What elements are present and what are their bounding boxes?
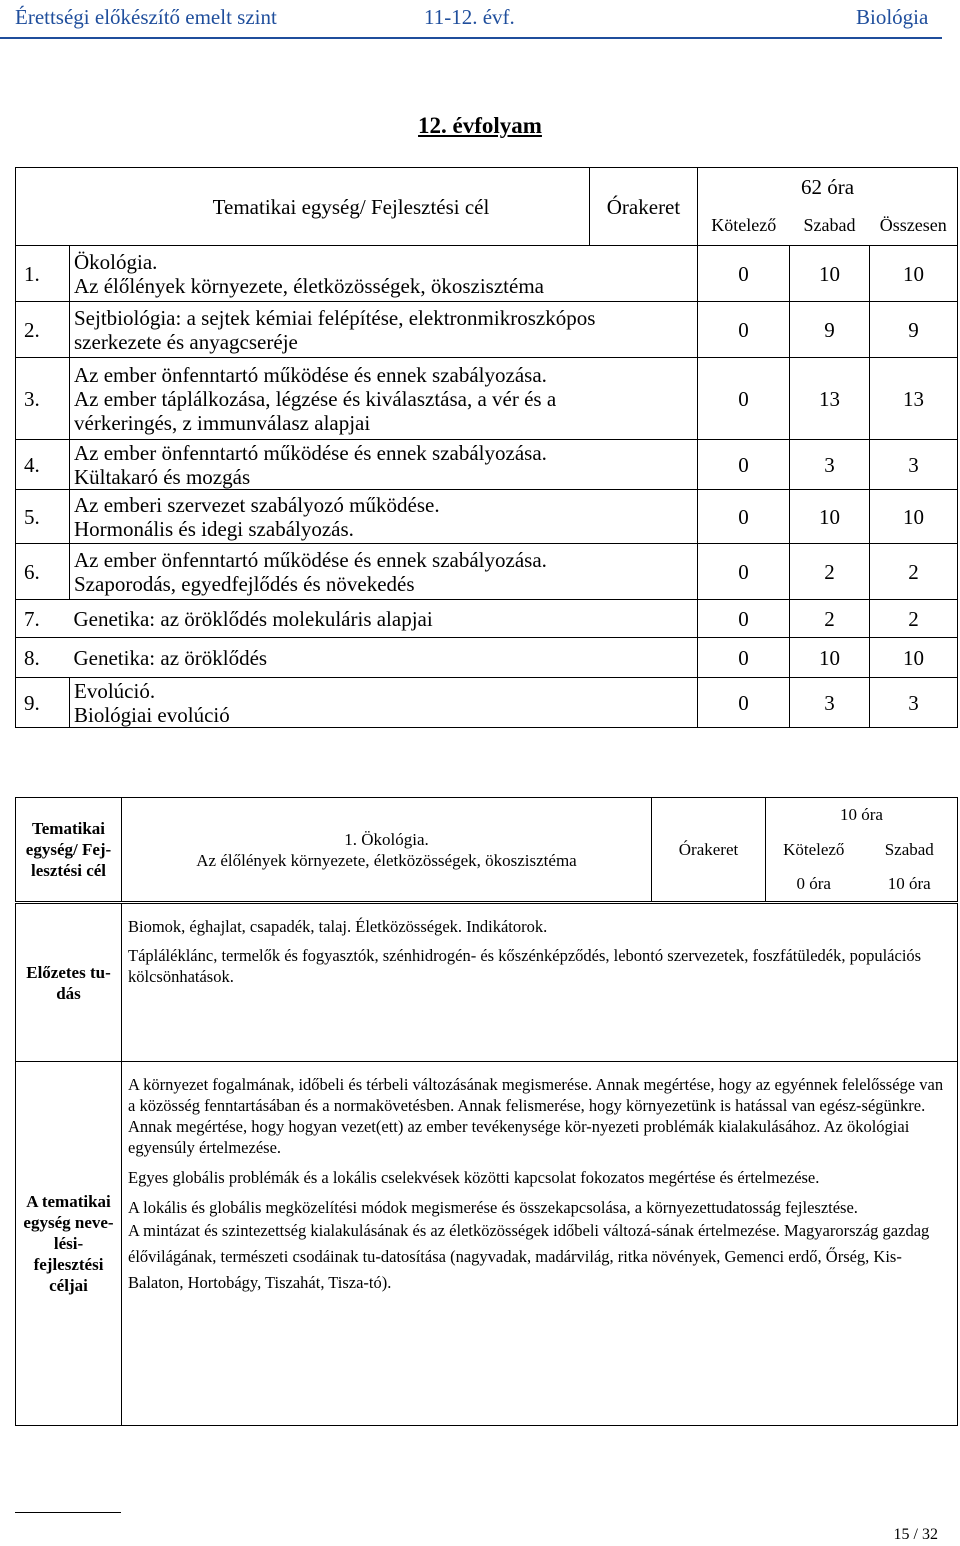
- row-number: 6.: [16, 544, 70, 600]
- goals-content: [122, 1062, 958, 1426]
- row-free: 3: [790, 440, 870, 490]
- prior-content: [122, 904, 958, 1062]
- row-number: 7.: [16, 600, 70, 638]
- row-number: 8.: [16, 638, 70, 678]
- row-topic-line: Az ember önfenntartó működése és ennek szabályozása.: [74, 440, 547, 465]
- goals-paragraph-3: A lokális és globális megközelítési módok megismerése és összekapcsolása, a környezettudatosság fejlesztése.: [128, 1198, 858, 1217]
- header-grade: 11-12. évf.: [424, 5, 515, 29]
- row-total: 9: [870, 302, 958, 358]
- row-topic: [70, 638, 698, 678]
- goals-paragraph-1: A környezet fogalmának, időbeli és térbeli változásának megismerése. Annak megértése, hogy az egyénnek felelőssége van a közösség fenntartásában és a normakövetésben. Annak felismerése, hogy környezetünk is hatással van egész-ségünkre. Annak megértése, hogy hogyan vezet(ett) az ember tevékenysége kör-nyezeti problémák kialakulásához. Az ökológiai egyensúly értelmezése.: [128, 1075, 944, 1157]
- prior-paragraph-1: Biomok, éghajlat, csapadék, talaj. Életközösségek. Indikátorok.: [128, 917, 548, 936]
- summary-row: [16, 440, 958, 490]
- row-topic: [70, 490, 698, 544]
- row-topic-line: Kültakaró és mozgás: [74, 464, 251, 489]
- summary-row: [16, 638, 958, 678]
- unit-title: [122, 798, 652, 902]
- row-required: 0: [698, 440, 790, 490]
- unit-title-line1: 1. Ökológia.: [344, 829, 429, 849]
- row-topic-line: Az ember táplálkozása, légzése és kiválasztása, a vér és a: [74, 386, 557, 411]
- header-rule: [0, 37, 942, 39]
- row-required: 0: [698, 358, 790, 440]
- row-required: 0: [698, 302, 790, 358]
- row-number: 1.: [16, 246, 70, 302]
- row-required: 0: [698, 638, 790, 678]
- prior-table: [15, 903, 958, 1062]
- row-topic-line: Az emberi szervezet szabályozó működése.: [74, 492, 440, 517]
- row-required: 0: [698, 678, 790, 728]
- page-number: 15 / 32: [893, 1526, 938, 1543]
- row-total: 3: [870, 678, 958, 728]
- row-free: 10: [790, 638, 870, 678]
- summary-row: [16, 544, 958, 600]
- row-required: 0: [698, 544, 790, 600]
- row-topic: [70, 440, 698, 490]
- header-course: Érettségi előkészítő emelt szint: [15, 5, 277, 29]
- row-topic-line: Genetika: az öröklődés: [73, 645, 268, 670]
- row-total: 3: [870, 440, 958, 490]
- prior-paragraph-2: Tápláléklánc, termelők és fogyasztók, szénhidrogén- és kőszénképződés, lebontó szervezetek, foszfátüledék, populációs kölcsönhatások.: [128, 946, 922, 986]
- row-number: 4.: [16, 440, 70, 490]
- row-topic-line: Sejtbiológia: a sejtek kémiai felépítése, elektronmikroszkópos: [74, 305, 596, 330]
- summary-row: [16, 600, 958, 638]
- row-free: 9: [790, 302, 870, 358]
- footer-rule: [15, 1512, 121, 1513]
- row-free: 10: [790, 246, 870, 302]
- row-topic-line: Szaporodás, egyedfejlődés és növekedés: [74, 571, 415, 596]
- goals-paragraph-4: A mintázat és szintezettség kialakulásának és az életközösségek időbeli változá-sának értelmezése. Magyarország gazdag élővilágának, természeti csodáinak tu-datosítása (nagyvadak, madárvilág, ritka növények, Gemenci erdő, Őrség, Kis-Balaton, Hortobágy, Tiszahát, Tisza-tó).: [128, 1221, 930, 1292]
- total-hours: 62 óra: [698, 168, 958, 206]
- row-free: 2: [790, 544, 870, 600]
- row-topic-line: szerkezete és anyagcseréje: [74, 329, 298, 354]
- row-free: 2: [790, 600, 870, 638]
- row-free: 10: [790, 490, 870, 544]
- header-subject: Biológia: [856, 5, 929, 29]
- col-total-header: Összesen: [870, 206, 958, 246]
- row-topic: [70, 246, 698, 302]
- summary-header-row: [16, 168, 958, 206]
- row-topic-line: Az ember önfenntartó működése és ennek szabályozása.: [74, 547, 547, 572]
- unit-free-value: 10 óra: [862, 868, 958, 902]
- row-topic: [70, 302, 698, 358]
- row-topic: [70, 358, 698, 440]
- col-hours-header: Órakeret: [590, 168, 698, 246]
- row-required: 0: [698, 490, 790, 544]
- goals-label: A tematikai egység neve-lési-fejlesztési céljai: [16, 1062, 122, 1426]
- row-total: 2: [870, 544, 958, 600]
- row-number: 2.: [16, 302, 70, 358]
- summary-row: [16, 246, 958, 302]
- row-free: 13: [790, 358, 870, 440]
- unit-required-label: Kötelező: [766, 832, 862, 868]
- unit-hours-total: 10 óra: [766, 798, 958, 832]
- row-number: 3.: [16, 358, 70, 440]
- unit-title-line2: Az élőlények környezete, életközösségek, ökoszisztéma: [196, 850, 577, 870]
- row-total: 10: [870, 490, 958, 544]
- row-topic-line: Ökológia.: [74, 249, 158, 274]
- prior-label: Előzetes tu-dás: [16, 904, 122, 1062]
- row-topic-line: Az élőlények környezete, életközösségek, ökoszisztéma: [74, 273, 544, 298]
- row-topic: [70, 544, 698, 600]
- row-number: 9.: [16, 678, 70, 728]
- unit-free-label: Szabad: [862, 832, 958, 868]
- col-free-header: Szabad: [790, 206, 870, 246]
- row-topic-line: Evolúció.: [74, 678, 156, 703]
- row-topic-line: Az ember önfenntartó működése és ennek szabályozása.: [74, 362, 547, 387]
- row-required: 0: [698, 246, 790, 302]
- summary-row: [16, 358, 958, 440]
- unit-label: Tematikai egység/ Fej-lesztési cél: [16, 798, 122, 902]
- goals-paragraph-2: Egyes globális problémák és a lokális cselekvések közötti kapcsolat fokozatos megértése és értelmezése.: [128, 1168, 820, 1187]
- row-topic-line: Hormonális és idegi szabályozás.: [74, 516, 354, 541]
- goals-table: [15, 1061, 958, 1426]
- unit-hours-label: Órakeret: [652, 798, 766, 902]
- unit-required-value: 0 óra: [766, 868, 862, 902]
- row-topic: [70, 600, 698, 638]
- summary-row: [16, 490, 958, 544]
- row-topic-line: vérkeringés, z immunválasz alapjai: [74, 410, 371, 435]
- row-required: 0: [698, 600, 790, 638]
- row-topic-line: Genetika: az öröklődés molekuláris alapjai: [73, 606, 433, 631]
- summary-row: [16, 302, 958, 358]
- row-topic-line: Biológiai evolúció: [74, 702, 230, 727]
- row-total: 13: [870, 358, 958, 440]
- row-free: 3: [790, 678, 870, 728]
- unit-table: [15, 797, 958, 902]
- grade-title: 12. évfolyam: [418, 113, 542, 138]
- col-required-header: Kötelező: [698, 206, 790, 246]
- summary-table: [15, 167, 958, 728]
- page-header: [0, 0, 960, 40]
- row-total: 10: [870, 638, 958, 678]
- row-topic: [70, 678, 698, 728]
- col-topic-header: Tematikai egység/ Fejlesztési cél: [16, 168, 590, 246]
- row-number: 5.: [16, 490, 70, 544]
- row-total: 2: [870, 600, 958, 638]
- summary-row: [16, 678, 958, 728]
- row-total: 10: [870, 246, 958, 302]
